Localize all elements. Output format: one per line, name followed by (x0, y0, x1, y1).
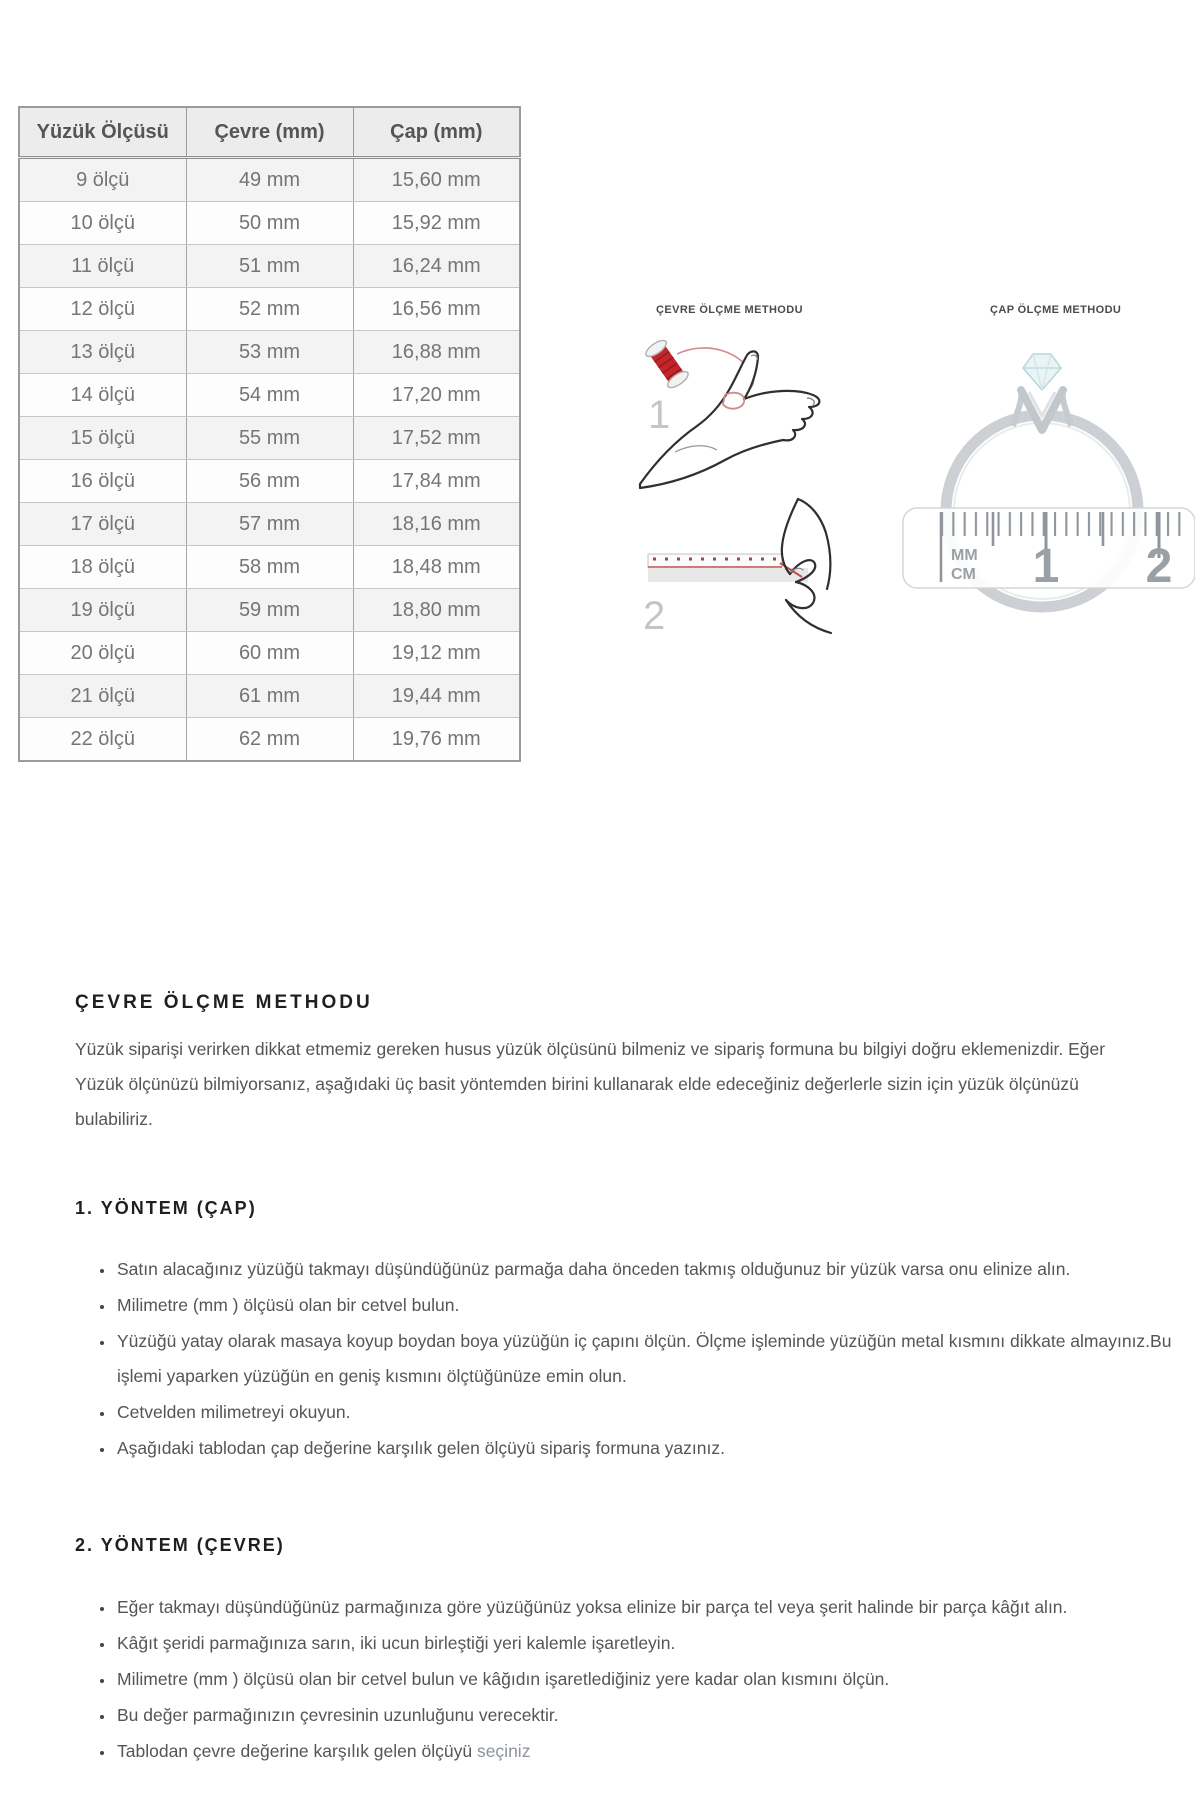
circumference-cell: 58 mm (186, 546, 353, 589)
ruler-mark-2: 2 (1145, 540, 1173, 593)
list-item: • Milimetre (mm ) ölçüsü olan bir cetvel bulun ve kâğıdın işaretlediğiniz yere kadar olan kısmını ölçün. (115, 1662, 1183, 1697)
diameter-cell: 18,16 mm (353, 503, 520, 546)
table-row (19, 245, 520, 288)
list-item-select-size (115, 1734, 1183, 1769)
method-2-heading: 2. YÖNTEM (ÇEVRE) (75, 1535, 285, 1555)
diameter-cell: 16,88 mm (353, 331, 520, 374)
circumference-cell: 61 mm (186, 675, 353, 718)
ring-size-cell: 13 ölçü (19, 331, 186, 374)
method-2-list (75, 1590, 1183, 1770)
circumference-cell: 51 mm (186, 245, 353, 288)
table-row (19, 632, 520, 675)
table-row (19, 374, 520, 417)
pinching-hand-outline (782, 499, 831, 633)
diameter-method-label: ÇAP ÖLÇME METHODU (990, 304, 1122, 316)
intro-paragraph: Yüzük siparişi verirken dikkat etmemiz gereken husus yüzük ölçüsünü bilmeniz ve sipariş formuna bu bilgiyi doğru eklemenizdir. Eğer Yüzük ölçünüzü bilmiyorsanız, aşağıdaki üç basit yöntemden birini kullanarak elde edeceğiniz değerlerle sizin için yüzük ölçünüzü bulabiliriz. (75, 1039, 1106, 1129)
ring-size-cell: 20 ölçü (19, 632, 186, 675)
table-header-row (19, 107, 520, 158)
list-item: • Eğer takmayı düşündüğünüz parmağınıza göre yüzüğünüz yoksa elinize bir parça tel veya şerit halinde bir parça kâğıt alın. (115, 1590, 1183, 1625)
diameter-cell: 16,24 mm (353, 245, 520, 288)
table-row (19, 460, 520, 503)
ring-size-cell: 19 ölçü (19, 589, 186, 632)
ring-size-cell: 10 ölçü (19, 202, 186, 245)
ring-size-cell: 17 ölçü (19, 503, 186, 546)
diameter-cell: 17,52 mm (353, 417, 520, 460)
column-header-diameter: Çap (mm) (353, 107, 520, 158)
circumference-cell: 49 mm (186, 158, 353, 202)
hand-with-ruler-illustration (555, 495, 835, 640)
list-item: • Milimetre (mm ) ölçüsü olan bir cetvel bulun. (115, 1288, 1183, 1323)
thread-spool-icon (643, 337, 690, 390)
small-ruler-icon (648, 554, 808, 582)
diameter-cell: 18,48 mm (353, 546, 520, 589)
circumference-cell: 59 mm (186, 589, 353, 632)
ring-size-cell: 22 ölçü (19, 718, 186, 762)
diameter-cell: 19,44 mm (353, 675, 520, 718)
ring-on-ruler-illustration (895, 330, 1195, 620)
circumference-cell: 53 mm (186, 331, 353, 374)
table-row (19, 331, 520, 374)
list-item: • Bu değer parmağınızın çevresinin uzunluğunu verecektir. (115, 1698, 1183, 1733)
circumference-cell: 54 mm (186, 374, 353, 417)
diameter-cell: 15,60 mm (353, 158, 520, 202)
ring-size-table-header (19, 107, 520, 158)
circumference-method-label: ÇEVRE ÖLÇME METHODU (656, 304, 803, 316)
ruler-icon (903, 508, 1195, 593)
table-row (19, 503, 520, 546)
table-row (19, 158, 520, 202)
ring-size-cell: 15 ölçü (19, 417, 186, 460)
diameter-cell: 17,20 mm (353, 374, 520, 417)
ring-size-cell: 11 ölçü (19, 245, 186, 288)
ring-size-cell: 9 ölçü (19, 158, 186, 202)
ring-size-cell: 18 ölçü (19, 546, 186, 589)
circumference-cell: 50 mm (186, 202, 353, 245)
table-row (19, 589, 520, 632)
table-row (19, 288, 520, 331)
table-row (19, 546, 520, 589)
list-item-text: Tablodan çevre değerine karşılık gelen ölçüyü (117, 1741, 477, 1761)
ring-size-table (18, 106, 521, 762)
table-row (19, 202, 520, 245)
diameter-cell: 19,76 mm (353, 718, 520, 762)
select-size-link[interactable]: seçiniz (476, 1741, 531, 1761)
method-1-list (75, 1252, 1183, 1467)
step-1-number: 1 (648, 393, 671, 437)
circumference-cell: 60 mm (186, 632, 353, 675)
hand-with-thread-illustration (555, 332, 835, 492)
circumference-cell: 55 mm (186, 417, 353, 460)
list-item: • Aşağıdaki tablodan çap değerine karşılık gelen ölçüyü sipariş formuna yazınız. (115, 1431, 1183, 1466)
circumference-cell: 62 mm (186, 718, 353, 762)
circumference-cell: 56 mm (186, 460, 353, 503)
table-row (19, 417, 520, 460)
ruler-mm-label: MM (951, 547, 978, 564)
table-row (19, 675, 520, 718)
ring-size-table-body (19, 158, 520, 762)
diameter-cell: 18,80 mm (353, 589, 520, 632)
ring-size-cell: 12 ölçü (19, 288, 186, 331)
ruler-mark-1: 1 (1032, 540, 1060, 593)
diameter-cell: 15,92 mm (353, 202, 520, 245)
circumference-cell: 52 mm (186, 288, 353, 331)
list-item: • Yüzüğü yatay olarak masaya koyup boydan boya yüzüğün iç çapını ölçün. Ölçme işleminde yüzüğün metal kısmını dikkate almayınız.Bu işlemi yaparken yüzüğün en geniş kısmını ölçtüğünüze emin olun. (115, 1324, 1183, 1394)
ring-size-cell: 16 ölçü (19, 460, 186, 503)
column-header-circumference: Çevre (mm) (186, 107, 353, 158)
circumference-cell: 57 mm (186, 503, 353, 546)
diameter-cell: 16,56 mm (353, 288, 520, 331)
list-item: • Satın alacağınız yüzüğü takmayı düşündüğünüz parmağa daha önceden takmış olduğunuz bir yüzük varsa onu elinize alın. (115, 1252, 1183, 1287)
diamond-icon (1023, 354, 1061, 390)
ring-size-cell: 14 ölçü (19, 374, 186, 417)
diameter-cell: 19,12 mm (353, 632, 520, 675)
step-2-number: 2 (643, 594, 666, 638)
section-heading-circumference-method: ÇEVRE ÖLÇME METHODU (75, 992, 373, 1013)
list-item: • Kâğıt şeridi parmağınıza sarın, iki ucun birleştiği yeri kalemle işaretleyin. (115, 1626, 1183, 1661)
diameter-cell: 17,84 mm (353, 460, 520, 503)
ruler-cm-label: CM (951, 566, 976, 583)
table-row (19, 718, 520, 762)
column-header-ring-size: Yüzük Ölçüsü (19, 107, 186, 158)
method-1-heading: 1. YÖNTEM (ÇAP) (75, 1198, 257, 1218)
list-item: • Cetvelden milimetreyi okuyun. (115, 1395, 1183, 1430)
ring-size-cell: 21 ölçü (19, 675, 186, 718)
